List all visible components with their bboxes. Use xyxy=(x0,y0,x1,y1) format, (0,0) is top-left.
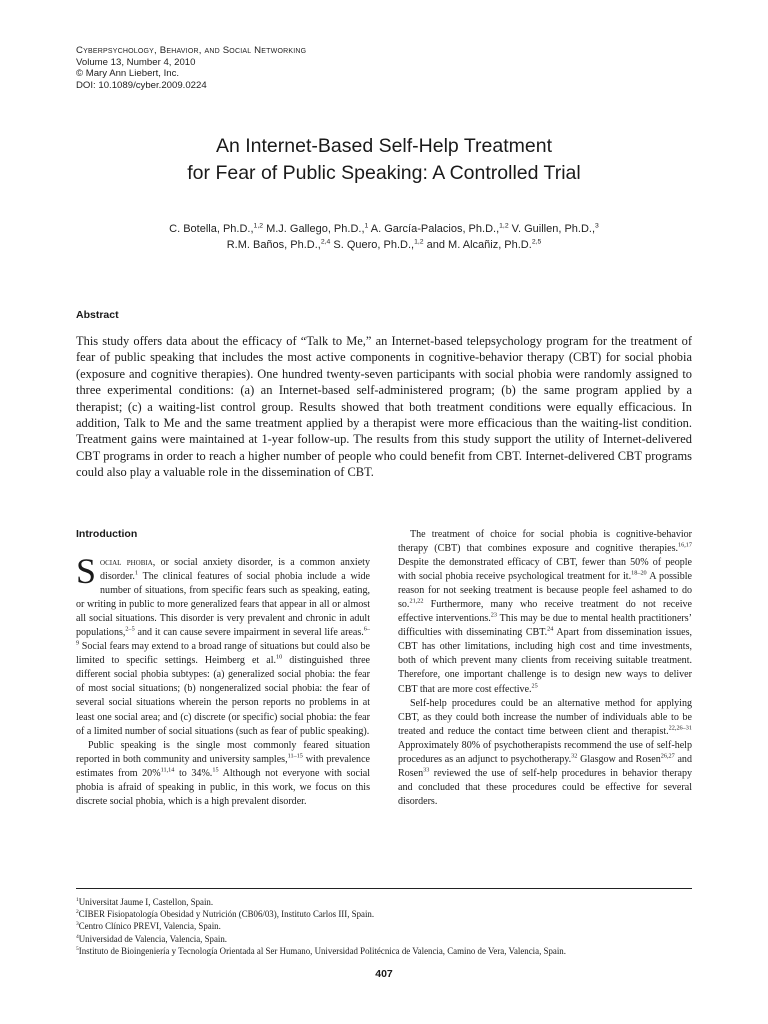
affiliation-footnotes xyxy=(76,896,706,957)
journal-volume: Volume 13, Number 4, 2010 xyxy=(76,56,196,68)
journal-doi: DOI: 10.1089/cyber.2009.0224 xyxy=(76,79,207,91)
citation: 1 xyxy=(134,569,139,577)
text-run: Despite the demonstrated efficacy of CBT, fewer than 50% of people with social phobia receive psychological treatment for it. xyxy=(398,557,692,583)
citation: 2–5 xyxy=(125,625,135,633)
footnote xyxy=(76,920,706,932)
author-line-1 xyxy=(40,222,728,238)
footnote xyxy=(76,945,706,957)
text-run: Self-help procedures could be an alternative method for applying CBT, as they could both increase the number of individuals able to be treated and reduce the contact time between client and therapist. xyxy=(398,697,692,737)
citation: 21,22 xyxy=(409,597,424,605)
footnote-text: Universidad de Valencia, Valencia, Spain. xyxy=(78,933,228,944)
author-list xyxy=(40,222,728,253)
affiliation-marker: 2,5 xyxy=(531,237,542,245)
text-run: Approximately 80% of psychotherapists recommend the use of self-help procedures as an adjunct to psychotherapy. xyxy=(398,739,692,765)
citation: 11–15 xyxy=(287,752,303,760)
title-line-2: for Fear of Public Speaking: A Controlled Trial xyxy=(187,162,581,184)
lead-in-smallcaps: ocial phobia xyxy=(100,557,153,568)
citation: 16,17 xyxy=(678,541,692,549)
footnote-number: 5 xyxy=(76,945,79,952)
affiliation-marker: 1,2 xyxy=(414,237,424,245)
affiliation-marker: 1 xyxy=(364,222,369,230)
text-run: and Rosen xyxy=(398,753,692,779)
author-name: R.M. Baños, Ph.D., xyxy=(226,238,321,251)
citation: 22,26–31 xyxy=(668,724,692,732)
author-name: S. Quero, Ph.D., xyxy=(330,238,415,251)
text-run: Apart from dissemination issues, CBT has other limitations, including high cost and time investments, both of which prevent many clients from receiving suitable treatment. Therefore, one important challenge is to design new ways to deliver CBT that are more cost effective. xyxy=(398,627,692,695)
text-run: Public speaking is the single most commonly feared situation reported in both community and university samples, xyxy=(76,739,370,765)
citation: 33 xyxy=(423,766,430,774)
footnote xyxy=(76,908,706,920)
footnote-text: Centro Clínico PREVI, Valencia, Spain. xyxy=(78,921,221,932)
text-run: The clinical features of social phobia include a wide number of situations, from specific fears such as speaking, eating, or writing in public to more generalized fears that appear in all or almost all social situations. This disorder is very prevalent and chronic in adult populations, xyxy=(76,571,370,639)
page-number: 407 xyxy=(375,968,393,980)
text-run: distinguished three different social phobia subtypes: (a) generalized social phobia: the fear of most social situations; (b) nongeneralized social phobia: the fear of several social situations wherein the person reports no problems in at least one social area; and (c) discrete (or specific) social phobia: the fear of a limited number of social situations (such as fear of public speaking). xyxy=(76,655,370,737)
text-run: A possible reason for not seeking treatment is because people feel ashamed to do so. xyxy=(398,571,692,611)
citation: 15 xyxy=(212,766,219,774)
affiliation-marker: 1,2 xyxy=(499,222,509,230)
journal-publisher: © Mary Ann Liebert, Inc. xyxy=(76,68,180,80)
affiliation-marker: 2,4 xyxy=(320,237,331,245)
citation: 10 xyxy=(276,653,283,661)
intro-paragraph-1 xyxy=(76,551,370,739)
author-name: and M. Alcañiz, Ph.D. xyxy=(423,238,532,251)
citation: 11,14 xyxy=(160,766,175,774)
text-run: with prevalence estimates from 20% xyxy=(76,753,370,779)
journal-name: Cyberpsychology, Behavior, and Social Networking xyxy=(76,45,307,56)
footnote-number: 4 xyxy=(76,933,79,940)
body-column-left xyxy=(76,551,370,809)
abstract-text: This study offers data about the efficacy of “Talk to Me,” an Internet-based telepsychology program for the treatment of fear of public speaking that includes the most active components in cognitive-behavior therapy (CBT) for social phobia (exposure and cognitive therapies). One hundred twenty-seven participants with social phobia were randomly assigned to three experimental conditions: (a) an Internet-based self-administered program; (b) the same program applied by a therapist; (c) a waiting-list control group. Results showed that both treatment conditions were equally efficacious. In addition, Talk to Me and the same treatment applied by a therapist were more efficacious than the waiting-list condition. Treatment gains were maintained at 1-year follow-up. The results from this study support the utility of Internet-delivered CBT programs in order to reach a higher number of people who could benefit from CBT. Internet-delivered CBT programs could also play a valuable role in the dissemination of CBT. xyxy=(76,334,692,480)
intro-paragraph-3 xyxy=(398,528,692,697)
text-run: The treatment of choice for social phobia is cognitive-behavior therapy (CBT) that combines exposure and cognitive therapies. xyxy=(398,529,692,555)
affiliation-marker: 3 xyxy=(595,222,599,230)
citation: 23 xyxy=(490,611,497,619)
intro-paragraph-4 xyxy=(398,697,692,809)
text-run: , or social anxiety disorder, is a common anxiety disorder. xyxy=(100,557,370,583)
affiliation-marker: 1,2 xyxy=(253,222,264,230)
author-name: A. García-Palacios, Ph.D., xyxy=(368,223,500,235)
text-run: to 34%. xyxy=(174,767,213,779)
text-run: and it can cause severe impairment in several life areas. xyxy=(134,627,364,639)
drop-cap: S xyxy=(76,551,97,591)
text-run: Furthermore, many who receive treatment do not receive effective interventions. xyxy=(398,599,692,625)
text-run: Glasgow and Rosen xyxy=(577,753,661,765)
journal-info xyxy=(76,45,496,91)
citation: 6–9 xyxy=(76,625,370,647)
footnote-number: 1 xyxy=(76,897,79,904)
footnote xyxy=(76,933,706,945)
footnote-number: 3 xyxy=(76,921,79,928)
citation: 26,27 xyxy=(660,752,675,760)
citation: 25 xyxy=(531,682,538,690)
footnote-number: 2 xyxy=(76,909,79,916)
citation: 18–20 xyxy=(631,569,647,577)
footnote-text: Universitat Jaume I, Castellon, Spain. xyxy=(78,897,214,907)
footnote xyxy=(76,896,706,908)
intro-paragraph-2 xyxy=(76,739,370,809)
footnote-text: CIBER Fisiopatología Obesidad y Nutrición (CB06/03), Instituto Carlos III, Spain. xyxy=(78,909,375,920)
body-column-right xyxy=(398,528,692,809)
text-run: This may be due to mental health practitioners’ difficulties with disseminating CBT. xyxy=(398,613,693,639)
title-line-1: An Internet-Based Self-Help Treatment xyxy=(215,135,552,157)
citation: 32 xyxy=(571,752,578,760)
author-name: M.J. Gallego, Ph.D., xyxy=(263,223,365,235)
introduction-heading: Introduction xyxy=(76,528,138,540)
text-run: reviewed the use of self-help procedures in behavior therapy and concluded that these procedures could be effective for several disorders. xyxy=(398,767,692,807)
abstract-heading: Abstract xyxy=(76,309,119,321)
author-name: V. Guillen, Ph.D., xyxy=(508,223,596,235)
paper-title xyxy=(40,133,728,187)
footnote-text: Instituto de Bioingeniería y Tecnología Orientada al Ser Humano, Universidad Politécnica de Valencia, Camino de Vera, Valencia, Spain. xyxy=(78,945,566,956)
text-run: Although not everyone with social phobia is afraid of speaking in public, in this work, we focus on this discrete social phobia, which is a high prevalent disorder. xyxy=(76,767,370,807)
citation: 24 xyxy=(547,625,554,633)
author-name: C. Botella, Ph.D., xyxy=(169,223,254,235)
text-run: Social fears may extend to a broad range of situations but could also be limited to specific settings. Heimberg et al. xyxy=(76,641,370,667)
author-line-2 xyxy=(40,238,728,254)
footnote-divider xyxy=(76,888,692,889)
